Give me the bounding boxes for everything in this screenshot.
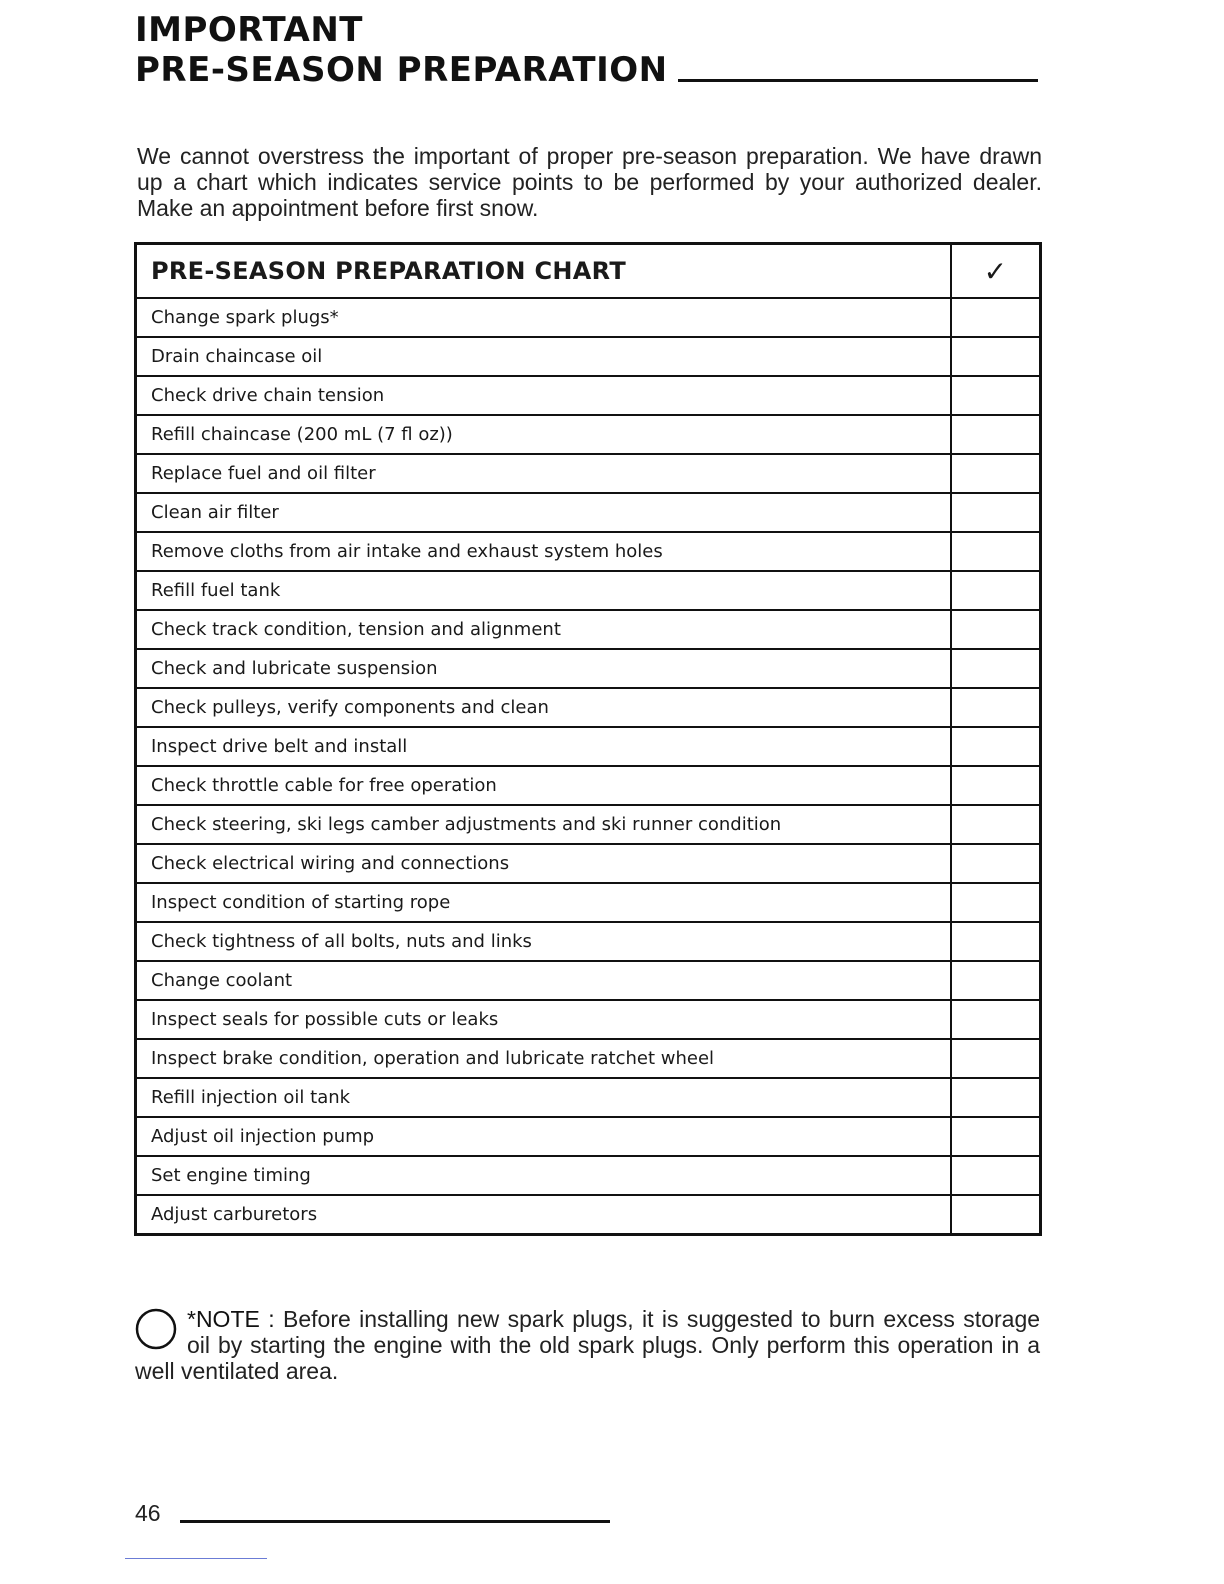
- chart-row-label: Inspect condition of starting rope: [136, 883, 952, 922]
- note-text: Before installing new spark plugs, it is suggested to burn excess storage oil by starting the engine with the old spark plugs. Only perform this operation in a well ventilated area.: [135, 1306, 1041, 1384]
- chart-row-label: Change spark plugs*: [136, 298, 952, 337]
- footer-rule: [180, 1520, 610, 1523]
- chart-row-label: Replace fuel and oil filter: [136, 454, 952, 493]
- chart-row-label: Inspect drive belt and install: [136, 727, 952, 766]
- check-box-cell[interactable]: [951, 1195, 1041, 1235]
- chart-row: [136, 298, 1041, 337]
- check-box-cell[interactable]: [951, 688, 1041, 727]
- title-line-1: IMPORTANT: [135, 10, 363, 50]
- chart-header-row: [136, 244, 1041, 299]
- pre-season-chart: [134, 242, 1042, 1236]
- chart-row: [136, 376, 1041, 415]
- chart-row: [136, 1039, 1041, 1078]
- chart-row: [136, 1195, 1041, 1235]
- title-line-2: PRE-SEASON PREPARATION: [135, 50, 668, 90]
- chart-row: [136, 415, 1041, 454]
- check-box-cell[interactable]: [951, 961, 1041, 1000]
- chart-row-label: Set engine timing: [136, 1156, 952, 1195]
- chart-row-label: Check tightness of all bolts, nuts and links: [136, 922, 952, 961]
- scan-mark: [125, 1558, 267, 1559]
- chart-row-label: Check and lubricate suspension: [136, 649, 952, 688]
- chart-row-label: Refill injection oil tank: [136, 1078, 952, 1117]
- check-box-cell[interactable]: [951, 610, 1041, 649]
- chart-row-label: Refill chaincase (200 mL (7 fl oz)): [136, 415, 952, 454]
- chart-row: [136, 766, 1041, 805]
- chart-row-label: Adjust oil injection pump: [136, 1117, 952, 1156]
- chart-row: [136, 532, 1041, 571]
- check-box-cell[interactable]: [951, 376, 1041, 415]
- note-block: [135, 1306, 1040, 1384]
- chart-row-label: Drain chaincase oil: [136, 337, 952, 376]
- chart-row-label: Check electrical wiring and connections: [136, 844, 952, 883]
- title-rule: [678, 79, 1038, 82]
- chart-row-label: Change coolant: [136, 961, 952, 1000]
- chart-row: [136, 844, 1041, 883]
- chart-row-label: Check drive chain tension: [136, 376, 952, 415]
- chart-row: [136, 1156, 1041, 1195]
- chart-row: [136, 1000, 1041, 1039]
- check-box-cell[interactable]: [951, 337, 1041, 376]
- check-box-cell[interactable]: [951, 727, 1041, 766]
- check-box-cell[interactable]: [951, 1000, 1041, 1039]
- check-box-cell[interactable]: [951, 883, 1041, 922]
- chart-row: [136, 883, 1041, 922]
- check-box-cell[interactable]: [951, 844, 1041, 883]
- chart-row-label: Clean air filter: [136, 493, 952, 532]
- check-box-cell[interactable]: [951, 298, 1041, 337]
- page-title: [135, 10, 668, 90]
- chart-row: [136, 337, 1041, 376]
- check-box-cell[interactable]: [951, 454, 1041, 493]
- chart-row-label: Inspect brake condition, operation and lubricate ratchet wheel: [136, 1039, 952, 1078]
- check-box-cell[interactable]: [951, 1117, 1041, 1156]
- check-box-cell[interactable]: [951, 922, 1041, 961]
- chart-row: [136, 1117, 1041, 1156]
- chart-row: [136, 961, 1041, 1000]
- chart-row: [136, 610, 1041, 649]
- check-box-cell[interactable]: [951, 571, 1041, 610]
- check-box-cell[interactable]: [951, 415, 1041, 454]
- check-box-cell[interactable]: [951, 1078, 1041, 1117]
- check-column-header: ✓: [951, 244, 1041, 299]
- chart-row: [136, 1078, 1041, 1117]
- note-label: *NOTE :: [187, 1306, 275, 1332]
- chart-row-label: Inspect seals for possible cuts or leaks: [136, 1000, 952, 1039]
- chart-row: [136, 727, 1041, 766]
- chart-row: [136, 922, 1041, 961]
- check-box-cell[interactable]: [951, 649, 1041, 688]
- chart-row-label: Refill fuel tank: [136, 571, 952, 610]
- intro-paragraph: We cannot overstress the important of proper pre-season preparation. We have drawn up a chart which indicates service points to be performed by your authorized dealer. Make an appointment before first snow.: [137, 143, 1042, 221]
- check-box-cell[interactable]: [951, 532, 1041, 571]
- chart-row-label: Check track condition, tension and alignment: [136, 610, 952, 649]
- chart-body: [136, 298, 1041, 1235]
- chart-row-label: Check pulleys, verify components and clean: [136, 688, 952, 727]
- chart-row-label: Adjust carburetors: [136, 1195, 952, 1235]
- chart-row: [136, 649, 1041, 688]
- check-box-cell[interactable]: [951, 805, 1041, 844]
- chart-title: PRE-SEASON PREPARATION CHART: [136, 244, 952, 299]
- chart-row: [136, 454, 1041, 493]
- check-box-cell[interactable]: [951, 1039, 1041, 1078]
- chart-row: [136, 571, 1041, 610]
- check-box-cell[interactable]: [951, 1156, 1041, 1195]
- chart-row-label: Check throttle cable for free operation: [136, 766, 952, 805]
- chart-row: [136, 688, 1041, 727]
- page-number: 46: [135, 1500, 161, 1526]
- note-circle-icon: [135, 1308, 177, 1350]
- chart-row-label: Check steering, ski legs camber adjustments and ski runner condition: [136, 805, 952, 844]
- chart-row-label: Remove cloths from air intake and exhaust system holes: [136, 532, 952, 571]
- check-box-cell[interactable]: [951, 766, 1041, 805]
- chart-row: [136, 493, 1041, 532]
- check-box-cell[interactable]: [951, 493, 1041, 532]
- chart-row: [136, 805, 1041, 844]
